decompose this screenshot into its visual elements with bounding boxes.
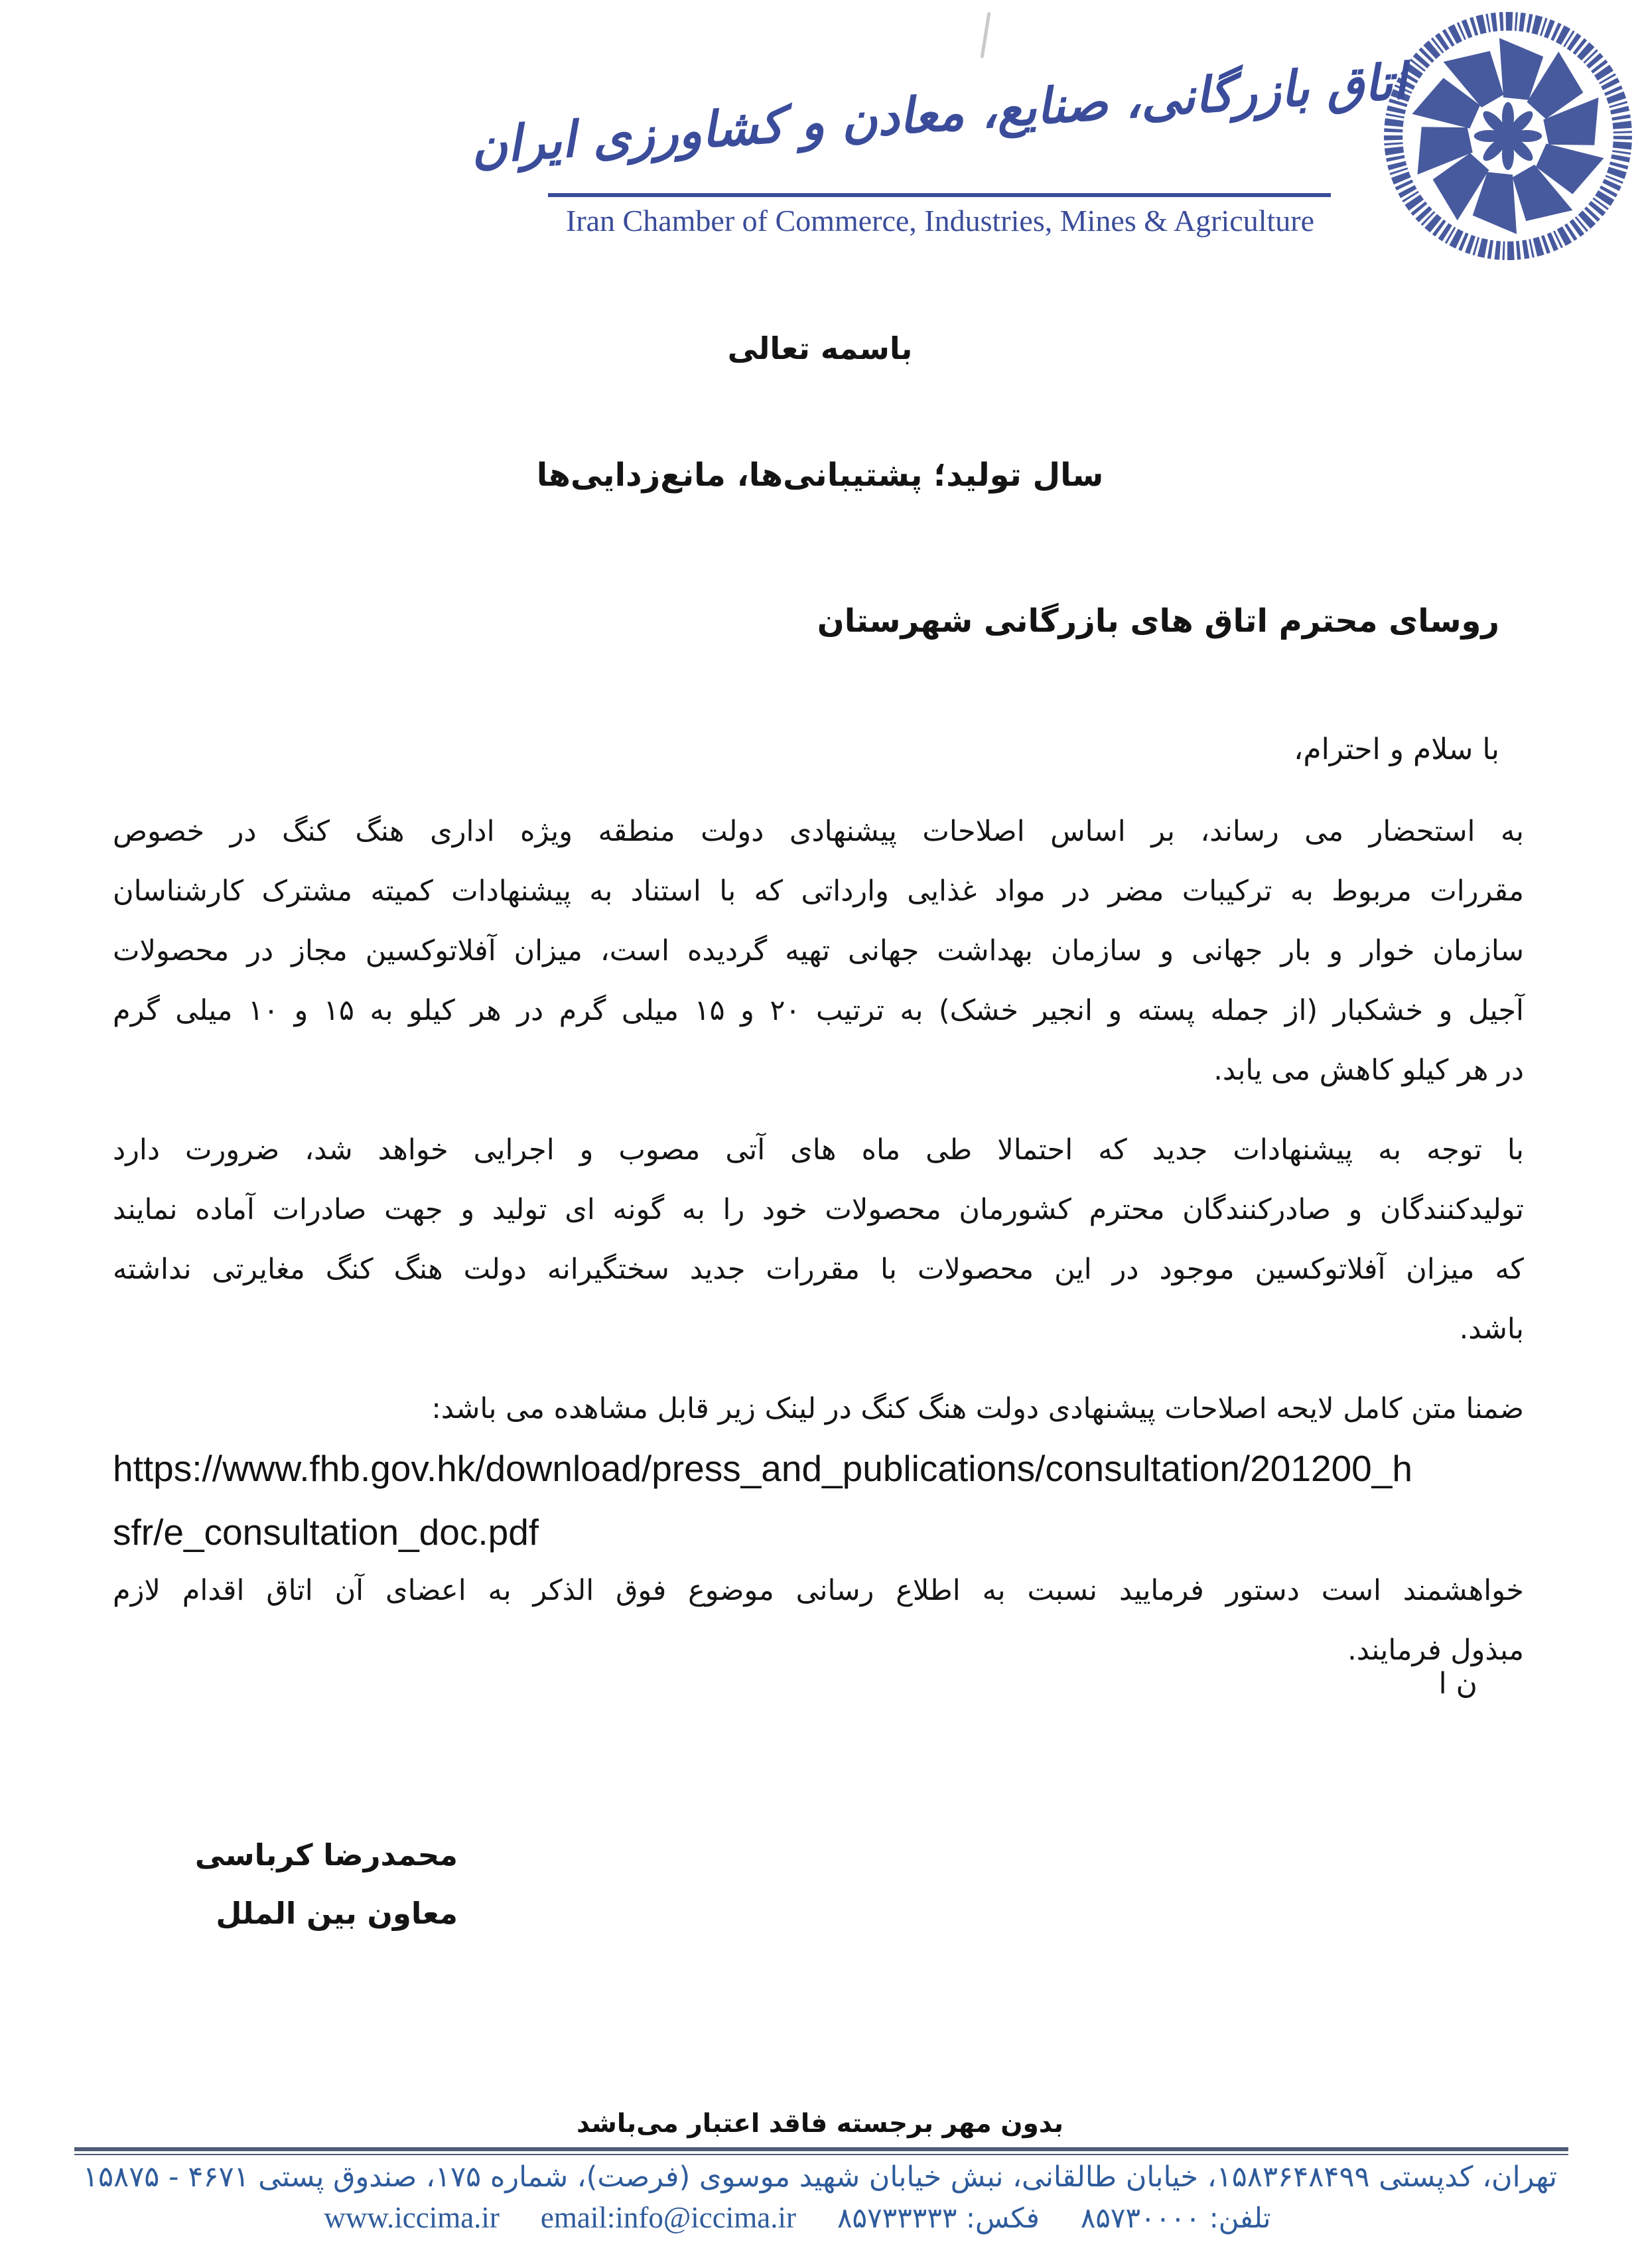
body-line: خواهشمند است دستور فرمایید نسبت به اطلاع رسانی موضوع فوق الذکر به اعضای آن اتاق اقدام لازم (113, 1574, 1524, 1607)
body-line: در هر کیلو کاهش می یابد. (1213, 1054, 1524, 1087)
paragraph-1 (113, 802, 1524, 1100)
phone-number: ۸۵۷۳۰۰۰۰ (1080, 2202, 1201, 2234)
paragraph-3 (113, 1379, 1524, 1439)
url-line-2: sfr/e_consultation_doc.pdf (113, 1512, 539, 1553)
header-rule (548, 193, 1331, 197)
footer-address: تهران، کدپستی ۱۵۸۳۶۴۸۴۹۹، خیابان طالقانی، نبش خیابان شهید موسوی (فرصت)، شماره ۱۷۵، صندوق پستی ۴۶۷۱ - ۱۵۸۷۵ (82, 2161, 1558, 2194)
email-address: email:info@iccima.ir (540, 2201, 796, 2234)
paragraph-4 (113, 1561, 1524, 1680)
signer-name: محمدرضا کرباسی (194, 1837, 458, 1873)
signature-block (194, 1826, 458, 1943)
salutation-line: با سلام و احترام، (1294, 733, 1499, 766)
seal-disclaimer: بدون مهر برجسته فاقد اعتبار می‌باشد (577, 2109, 1063, 2139)
body-line: با توجه به پیشنهادات جدید که احتمالا طی ماه های آتی مصوب و اجرایی خواهد شد، ضرورت دارد (113, 1133, 1524, 1167)
footer-rule (74, 2147, 1568, 2155)
recipient-heading: روسای محترم اتاق های بازرگانی شهرستان (817, 602, 1499, 640)
fax-entry (837, 2202, 1040, 2234)
fax-label: فکس: (965, 2202, 1040, 2234)
body-line: سازمان خوار و بار جهانی و سازمان بهداشت جهانی تهیه گردیده است، میزان آفلاتوکسین مجاز در محصولات (113, 934, 1524, 967)
year-slogan-heading: سال تولید؛ پشتیبانی‌ها، مانع‌زدایی‌ها (536, 457, 1104, 494)
fax-number: ۸۵۷۳۳۳۳۳ (837, 2202, 957, 2234)
phone-entry (1081, 2202, 1271, 2234)
body-line: که میزان آفلاتوکسین موجود در این محصولات با مقررات جدید سختگیرانه دولت هنگ کنگ مغایرتی نداشته (113, 1253, 1524, 1286)
footer-contacts (0, 2200, 1617, 2235)
body-line: تولیدکنندگان و صادرکنندگان محترم کشورمان محصولات خود را به گونه ای تولید و جهت صادرات آماده نمایند (113, 1193, 1524, 1226)
iccima-logo-icon (1381, 9, 1635, 263)
paragraph-2 (113, 1120, 1524, 1359)
signer-title: معاون بین الملل (216, 1896, 458, 1931)
body-line: ضمنا متن کامل لایحه اصلاحات پیشنهادی دولت هنگ کنگ در لینک زیر قابل مشاهده می باشد: (431, 1392, 1524, 1425)
body-line: باشد. (1459, 1312, 1524, 1346)
chamber-english-title: Iran Chamber of Commerce, Industries, Mines & Agriculture (566, 204, 1314, 238)
phone-label: تلفن: (1209, 2202, 1271, 2234)
body-line: به استحضار می رساند، بر اساس اصلاحات پیشنهادی دولت منطقه ویژه اداری هنگ کنگ در خصوص (113, 815, 1524, 848)
chamber-persian-title: اتاق بازرگانی، صنایع، معادن و کشاورزی ایران (469, 52, 1408, 176)
website-url: www.iccima.ir (324, 2201, 500, 2234)
body-line: مبذول فرمایند. (1347, 1634, 1524, 1667)
basmala-heading: باسمه تعالی (727, 330, 913, 366)
body-line: مقررات مربوط به ترکیبات مضر در مواد غذایی وارداتی که با استناد به پیشنهادات کمیته مشترک کارشناسان (113, 875, 1524, 908)
consultation-url (113, 1437, 1536, 1564)
typist-initials: ن ا (1438, 1667, 1477, 1701)
url-line-1: https://www.fhb.gov.hk/download/press_and_publications/consultation/201200_h (113, 1448, 1412, 1489)
body-line: آجیل و خشکبار (از جمله پسته و انجیر خشک) به ترتیب ۲۰ و ۱۵ میلی گرم در هر کیلو به ۱۵ و ۱۰ میلی گرم (113, 994, 1524, 1027)
